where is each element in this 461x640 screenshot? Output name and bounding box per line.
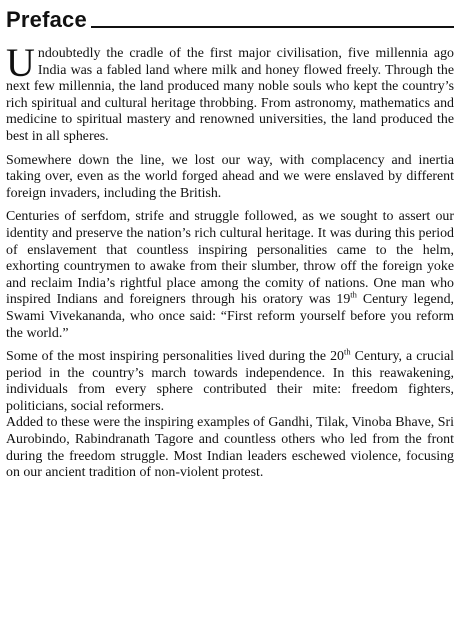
heading-rule <box>91 26 454 28</box>
paragraph-4-text-before: Some of the most inspiring personalities lived during the 20 <box>6 349 344 365</box>
heading-row <box>6 2 454 32</box>
ordinal-suffix: th <box>344 346 351 357</box>
page-title: Preface <box>6 7 87 32</box>
paragraph-1-text: ndoubtedly the cradle of the first major civilisation, five millennia ago India was a fabled land where milk and honey flowed freely. Through the next few millennia, the land produced many noble souls who kept the country’s rich spiritual and cultural heritage throbbing. From astronomy, mathematics and medicine to spiritual mastery and renowned universities, the land produced the best in all spheres. <box>6 46 454 144</box>
paragraph-3-text-after: Century legend, Swami Vivekananda, who once said: “First reform yourself before you reform the world.” <box>6 292 454 341</box>
drop-cap: U <box>6 40 35 85</box>
paragraph-2: Somewhere down the line, we lost our way, with complacency and inertia taking over, even as the world forged ahead and we were enslaved by different foreign invaders, including the British. <box>6 152 454 201</box>
paragraph-3 <box>6 209 454 342</box>
document-page <box>6 0 454 640</box>
paragraph-4-text-after: Century, a crucial period in the country’s march towards independence. In this reawakening, individuals from every sphere contributed their mite: freedom fighters, politicians, social reformers. <box>6 349 454 414</box>
paragraph-1 <box>6 40 454 146</box>
ordinal-suffix: th <box>350 289 357 300</box>
body-text <box>6 40 454 482</box>
paragraph-3-text-before: Centuries of serfdom, strife and struggle followed, as we sought to assert our identity and preserve the nation’s rich cultural heritage. It was during this period of enslavement that countless inspiring personalities came to the helm, exhorting countrymen to awake from their slumber, throw off the foreign yoke and reclaim India’s rightful place among the comity of nations. One man who inspired Indians and foreigners through his oratory was 19 <box>6 209 454 308</box>
paragraph-5: Added to these were the inspiring examples of Gandhi, Tilak, Vinoba Bhave, Sri Aurobindo, Rabindranath Tagore and countless others who led from the front during the freedom struggle. Most Indian leaders eschewed violence, focusing on our ancient tradition of non-violent protest. <box>6 415 454 481</box>
paragraph-4 <box>6 346 454 415</box>
